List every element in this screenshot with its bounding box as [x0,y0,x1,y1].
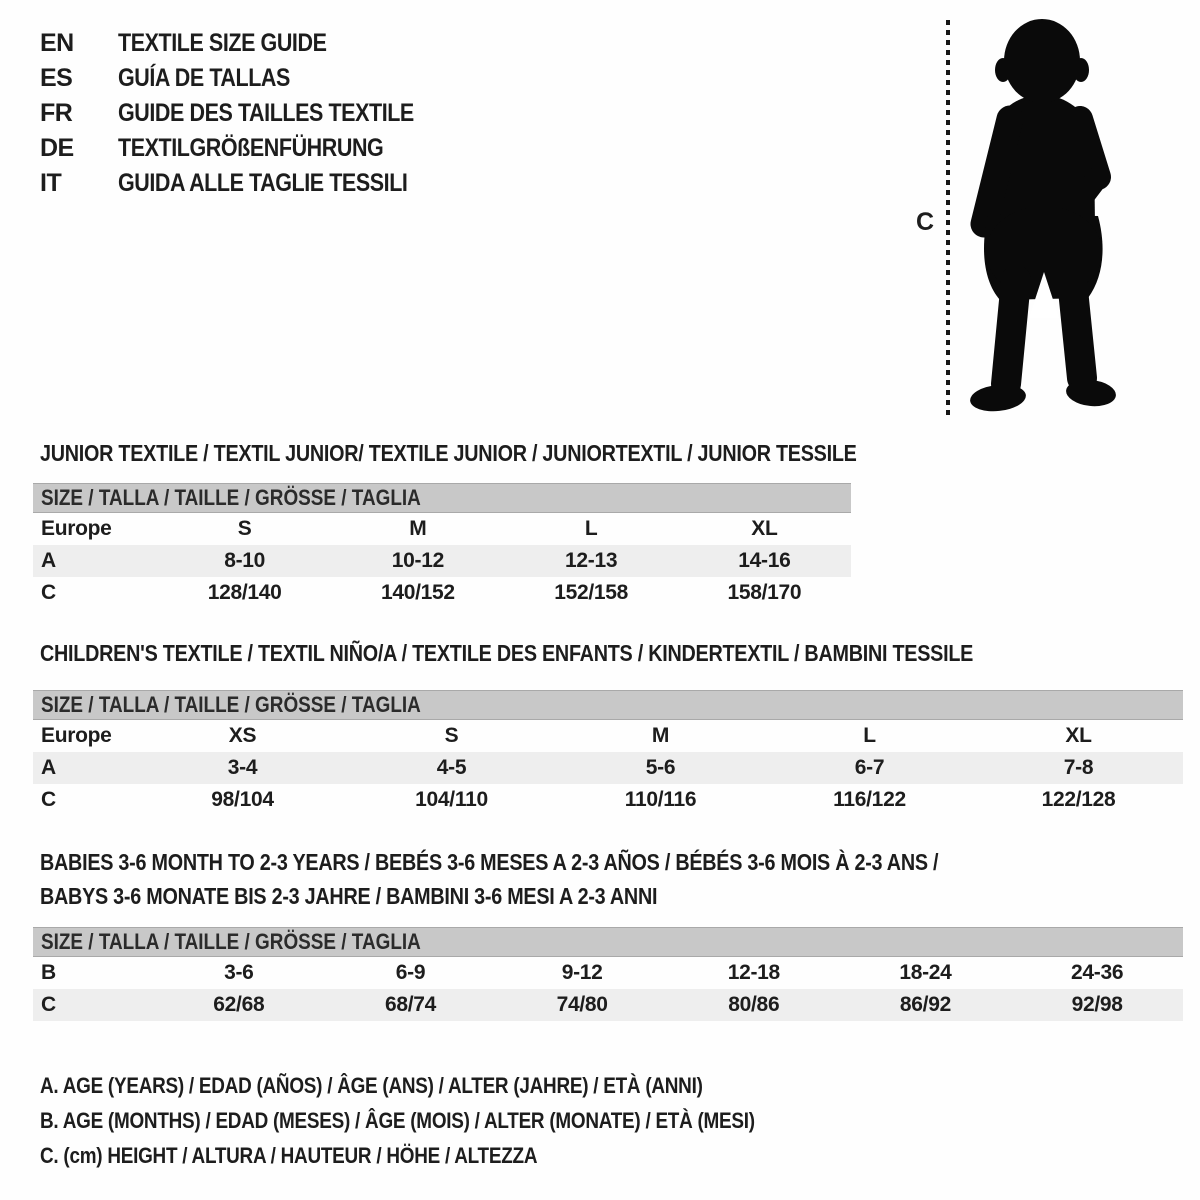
language-row-de [40,131,462,166]
col-header-cell: XL [751,517,778,540]
height-measure-dashed-line [946,20,950,418]
table-row [33,989,1183,1021]
language-label: GUIDA ALLE TAGLIE TESSILI [118,169,408,197]
value-cell: 12-18 [727,961,780,984]
value-cell: 116/122 [833,788,906,811]
language-label: GUIDE DES TAILLES TEXTILE [118,99,414,127]
value-cell: 92/98 [1011,989,1183,1021]
value-cell: 152/158 [554,581,629,604]
language-label: TEXTILE SIZE GUIDE [118,29,327,57]
col-header-cell: S [444,724,459,747]
measure-legend [40,1068,871,1173]
babies-section-title: BABIES 3-6 MONTH TO 2-3 YEARS / BEBÉS 3-6 MESES A 2-3 AÑOS / BÉBÉS 3-6 MOIS À 2-3 ANS / BABYS 3-6 MONATE BIS 2-3 JAHRE / BAMBINI 3-6 MESI A 2-3 ANNI [40,849,939,909]
region-header-cell: Europe [41,724,112,747]
language-row-it [40,166,462,201]
size-header-bar: SIZE / TALLA / TAILLE / GRÖSSE / TAGLIA [33,927,1183,957]
value-cell: 4-5 [347,752,556,784]
babies-size-table [33,927,1183,1021]
value-cell: 128/140 [207,581,282,604]
value-cell: 140/152 [380,581,455,604]
legend-line-c: C. (cm) HEIGHT / ALTURA / HAUTEUR / HÖHE / ALTEZZA [40,1142,538,1168]
col-header-cell: M [651,724,670,747]
legend-line-b: B. AGE (MONTHS) / EDAD (MESES) / ÂGE (MOIS) / ALTER (MONATE) / ETÀ (MESI) [40,1107,755,1133]
value-cell: 14-16 [678,545,851,577]
children-size-table [33,690,1183,816]
table-row [33,784,1183,816]
language-row-fr [40,96,462,131]
height-measure-label: C [916,208,935,236]
value-cell: 86/92 [840,989,1012,1021]
value-cell: 3-4 [138,752,347,784]
value-cell: 6-9 [395,961,426,984]
legend-line-a: A. AGE (YEARS) / EDAD (AÑOS) / ÂGE (ANS) / ALTER (JAHRE) / ETÀ (ANNI) [40,1072,703,1098]
value-cell: 6-7 [765,752,974,784]
children-section-title: CHILDREN'S TEXTILE / TEXTIL NIÑO/A / TEXTILE DES ENFANTS / KINDERTEXTIL / BAMBINI TESSILE [40,640,974,666]
junior-section-title: JUNIOR TEXTILE / TEXTIL JUNIOR/ TEXTILE JUNIOR / JUNIORTEXTIL / JUNIOR TESSILE [40,440,857,466]
table-row [33,577,851,609]
size-header-bar: SIZE / TALLA / TAILLE / GRÖSSE / TAGLIA [33,690,1183,720]
value-cell: 8-10 [158,545,331,577]
value-cell: 68/74 [325,989,497,1021]
value-cell: 80/86 [668,989,840,1021]
language-code: FR [40,99,73,127]
value-cell: 9-12 [561,961,603,984]
value-cell: 62/68 [153,989,325,1021]
language-code: DE [40,134,74,162]
table-row [33,545,851,577]
value-cell: 7-8 [974,752,1183,784]
col-header-cell: S [237,517,252,540]
value-cell: 74/80 [496,989,668,1021]
row-label-cell: A [33,545,158,577]
col-header-cell: XL [1065,724,1092,747]
value-cell: 24-36 [1071,961,1124,984]
row-label-cell: C [33,989,153,1021]
language-code: IT [40,169,62,197]
row-label-cell: A [33,752,138,784]
row-label-cell: C [41,788,56,811]
value-cell: 3-6 [224,961,254,984]
language-label: GUÍA DE TALLAS [118,64,290,92]
col-header-cell: M [409,517,427,540]
language-label: TEXTILGRÖßENFÜHRUNG [118,134,384,162]
region-header-cell: Europe [41,517,112,540]
value-cell: 5-6 [556,752,765,784]
table-row [33,752,1183,784]
col-header-cell: L [863,724,876,747]
value-cell: 10-12 [331,545,504,577]
value-cell: 18-24 [899,961,952,984]
language-row-en [40,26,462,61]
row-label-cell: B [41,961,56,984]
value-cell: 12-13 [505,545,678,577]
value-cell: 122/128 [1041,788,1116,811]
value-cell: 104/110 [415,788,488,811]
table-row [33,513,851,545]
language-list [40,26,462,201]
table-row [33,957,1183,989]
col-header-cell: L [584,517,598,540]
language-code: ES [40,64,73,92]
size-header-bar: SIZE / TALLA / TAILLE / GRÖSSE / TAGLIA [33,483,851,513]
table-row [33,720,1183,752]
value-cell: 158/170 [727,581,802,604]
language-row-es [40,61,462,96]
col-header-cell: XS [228,724,257,747]
value-cell: 110/116 [624,788,697,811]
toddler-silhouette [958,14,1138,418]
value-cell: 98/104 [211,788,274,811]
language-code: EN [40,29,74,57]
row-label-cell: C [41,581,56,604]
junior-size-table [33,483,851,609]
